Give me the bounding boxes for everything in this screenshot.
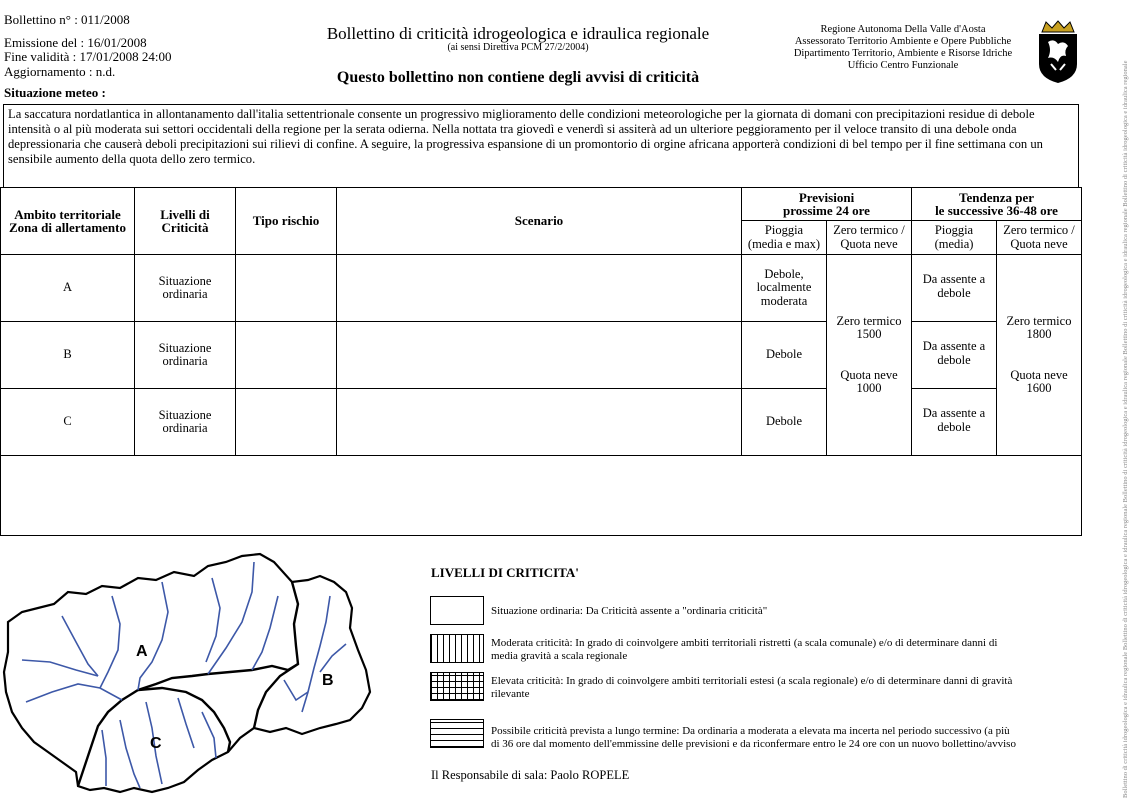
zone-cell: B <box>1 322 135 389</box>
header-scenario: Scenario <box>337 188 742 255</box>
update-info: Aggiornamento : n.d. <box>4 64 116 79</box>
header-rain-48: Pioggia (media) <box>912 221 997 255</box>
map-label-a: A <box>136 643 148 660</box>
zone-cell: C <box>1 389 135 456</box>
rain-cell: Debole <box>742 322 827 389</box>
zone-cell: A <box>1 255 135 322</box>
level-cell: Situazione ordinaria <box>135 389 236 456</box>
table-row <box>1 255 1082 322</box>
empty-row <box>1 456 1082 536</box>
scenario-cell <box>337 255 742 322</box>
trend-cell: Da assente a debole <box>912 322 997 389</box>
emission-date: Emissione del : 16/01/2008 <box>4 35 147 50</box>
trend-cell: Da assente a debole <box>912 389 997 456</box>
header-risk: Tipo rischio <box>236 188 337 255</box>
bulletin-subtitle: (ai sensi Direttiva PCM 27/2/2004) <box>447 42 589 53</box>
rain-cell: Debole <box>742 389 827 456</box>
map-label-b: B <box>322 672 334 689</box>
header-level: Livelli di Criticità <box>135 188 236 255</box>
risk-cell <box>236 389 337 456</box>
meteo-text: La saccatura nordatlantica in allontanamento dall'italia settentrionale consente un progressivo miglioramento delle condizioni meteorologiche per la giornata di domani con precipitazioni residue di debole intensità o al più moderata sui settori occidentali della regione per la serata odierna. Nella nottata tra giovedì e venerdì si assiterà ad un ulteriore peggioramento per il veloce transito di una debole onda depressionaria che causerà deboli precipitazioni sui rilievi di confine. A seguire, la progressiva espansione di un promontorio di orgine africana apporterà condizioni di bel tempo per il fine settimana con un sensibile aumento della quota dello zero termico. <box>3 104 1079 188</box>
region-line: Ufficio Centro Funzionale <box>847 60 959 71</box>
legend-item: Possibile criticità prevista a lungo termine: Da ordinaria a moderata a elevata ma incerta nel periodo successivo (a più di 36 ore dal momento dell'emmissine delle previsioni e da riconfermare entro le 24 ore con un nuovo bollettino/avviso <box>491 725 1016 750</box>
legend-swatch-long-term <box>430 719 484 748</box>
meteo-label: Situazione meteo : <box>4 85 106 100</box>
trend-cell: Da assente a debole <box>912 255 997 322</box>
risk-cell <box>236 255 337 322</box>
zero-24-cell: Zero termico 1500 Quota neve 1000 <box>827 255 912 456</box>
side-watermark: Bollettino di criticità idrogeologica e idraulica regionale Bollettino di criticità idrogeologica e idraulica regionale Bollettino di criticità idrogeologica e idraulica regionale Bollettino di criticità idrogeologica e idraulica regionale Bollettino di criticità idrogeologica e idraulica regionale <box>1122 60 1129 798</box>
region-line: Regione Autonoma Della Valle d'Aosta <box>820 24 986 35</box>
legend-swatch-ordinary <box>430 596 484 625</box>
region-line: Dipartimento Territorio, Ambiente e Risorse Idriche <box>793 48 1013 59</box>
bulletin-number: Bollettino n° : 011/2008 <box>4 12 130 27</box>
header-trend: Tendenza per le successive 36-48 ore <box>912 188 1082 221</box>
legend-item: Situazione ordinaria: Da Criticità assente a "ordinaria criticità" <box>491 605 768 617</box>
region-info <box>770 24 1036 72</box>
validity-date: Fine validità : 17/01/2008 24:00 <box>4 49 172 64</box>
legend-swatch-moderate <box>430 634 484 663</box>
region-line: Assessorato Territorio Ambiente e Opere Pubbliche <box>794 36 1012 47</box>
legend-item: Elevata criticità: In grado di coinvolgere ambiti territoriali estesi (a scala regionale) e/o di determinare danni di gravità rilevante <box>491 675 1013 700</box>
bulletin-title: Bollettino di criticità idrogeologica e idraulica regionale <box>326 24 710 43</box>
responsible: Il Responsabile di sala: Paolo ROPELE <box>431 768 630 782</box>
map-label-c: C <box>150 735 162 752</box>
region-map <box>2 552 380 796</box>
scenario-cell <box>337 322 742 389</box>
zero-48-cell: Zero termico 1800 Quota neve 1600 <box>997 255 1082 456</box>
scenario-cell <box>337 389 742 456</box>
level-cell: Situazione ordinaria <box>135 322 236 389</box>
header-zero-48: Zero termico / Quota neve <box>997 221 1082 255</box>
table-row <box>1 389 1082 456</box>
legend-swatch-high <box>430 672 484 701</box>
coat-of-arms-icon <box>1036 20 1080 84</box>
legend-item: Moderata criticità: In grado di coinvolgere ambiti territoriali ristretti (a scala comunale) e/o di determinare danni di media gravità a scala regionale <box>491 637 998 662</box>
header-forecast: Previsioni prossime 24 ore <box>742 188 912 221</box>
legend-title: LIVELLI DI CRITICITA' <box>431 565 579 580</box>
risk-cell <box>236 322 337 389</box>
criticality-table <box>0 187 1082 536</box>
notice: Questo bollettino non contiene degli avvisi di criticità <box>336 69 700 86</box>
level-cell: Situazione ordinaria <box>135 255 236 322</box>
header-zone: Ambito territoriale Zona di allertamento <box>1 188 135 255</box>
rain-cell: Debole, localmente moderata <box>742 255 827 322</box>
header-zero-24: Zero termico / Quota neve <box>827 221 912 255</box>
table-row <box>1 322 1082 389</box>
header-rain-24: Pioggia (media e max) <box>742 221 827 255</box>
